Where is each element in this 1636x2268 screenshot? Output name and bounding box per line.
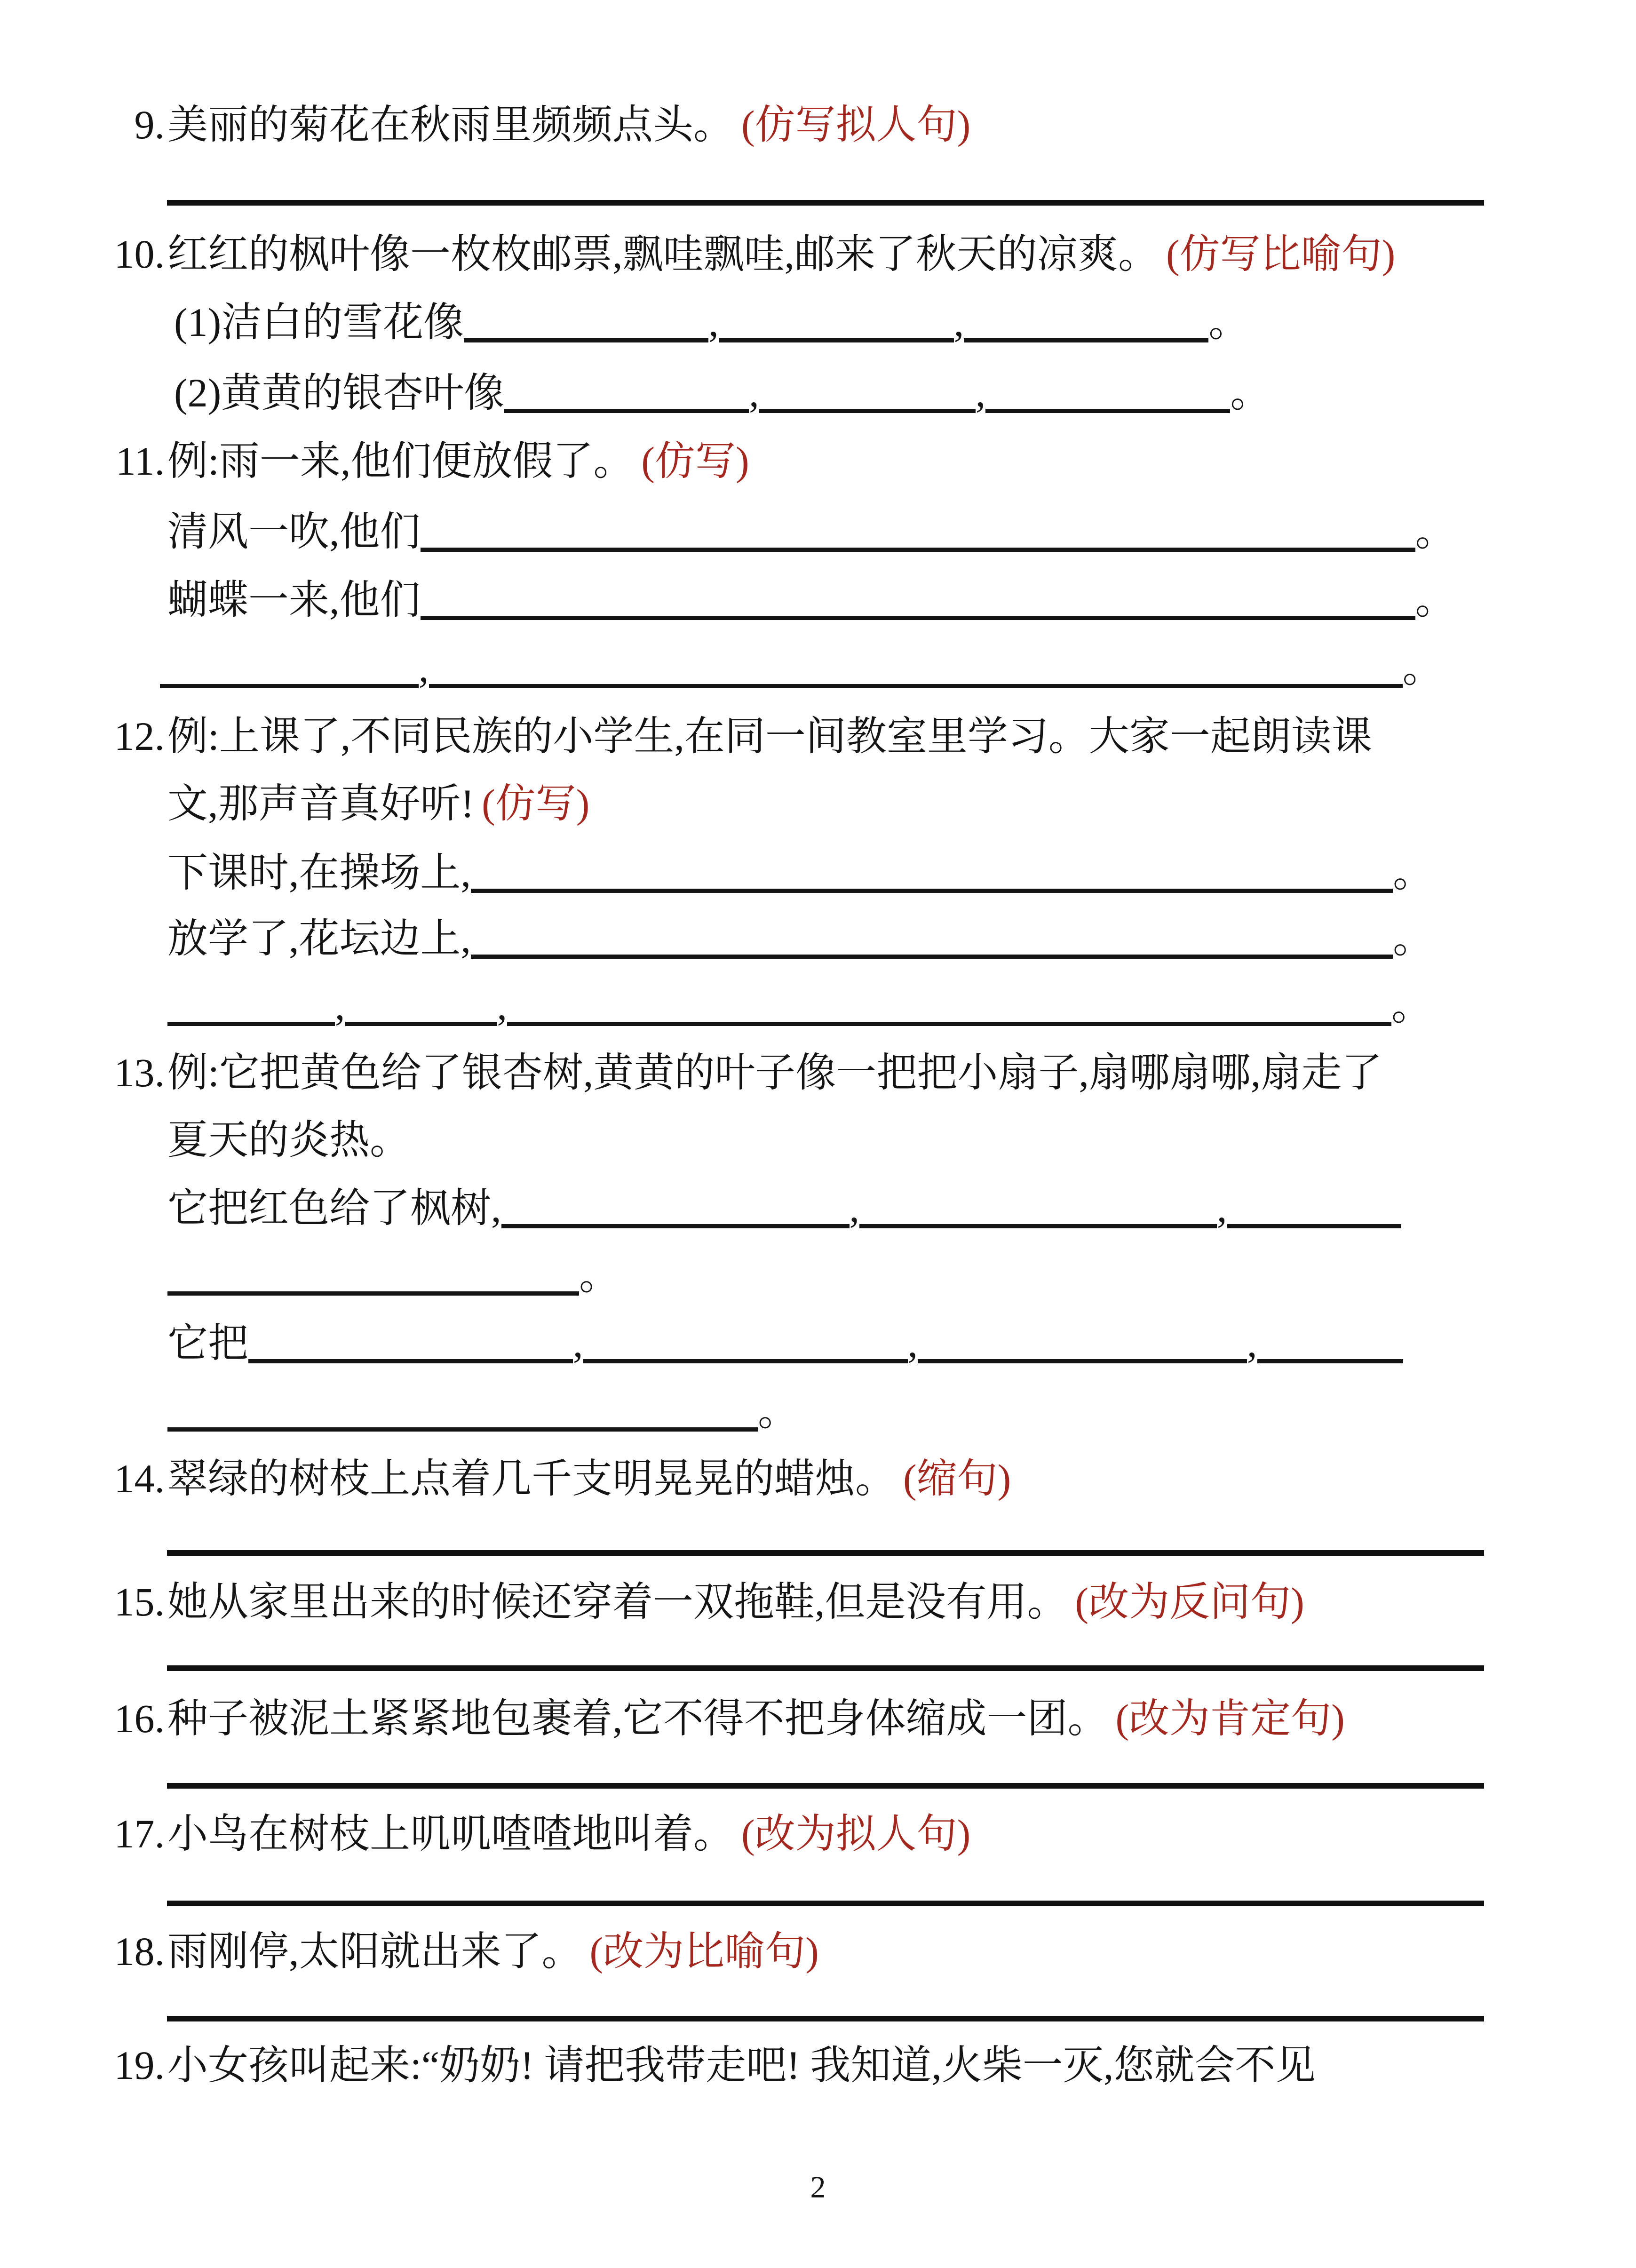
- fill-blank[interactable]: [429, 673, 1403, 688]
- fill-blank[interactable]: [985, 398, 1230, 413]
- question-10-sub1: [174, 287, 1249, 358]
- fill-blank[interactable]: [501, 1213, 850, 1228]
- fill-blank[interactable]: [167, 1011, 335, 1026]
- comma-separator: ,: [749, 370, 759, 415]
- fill-blank[interactable]: [583, 1348, 908, 1363]
- question-19-text: 小女孩叫起来:“奶奶! 请把我带走吧! 我知道,火柴一灭,您就会不见: [167, 2043, 1316, 2088]
- period-mark: 。: [1393, 916, 1433, 961]
- question-14-number: 14.: [114, 1456, 165, 1501]
- q11-line2-prefix: 蝴蝶一来,他们: [167, 577, 421, 622]
- question-15-text: 她从家里出来的时候还穿着一双拖鞋,但是没有用。: [167, 1579, 1068, 1624]
- question-11-number: 11.: [115, 438, 165, 484]
- page-number: 2: [810, 2170, 826, 2204]
- comma-separator: ,: [419, 645, 429, 691]
- question-12-line5: [167, 971, 1432, 1041]
- question-13-line4: [167, 1240, 619, 1311]
- q10-sub1-prefix: (1)洁白的雪花像: [174, 300, 464, 345]
- question-15-number: 15.: [114, 1579, 165, 1624]
- fill-blank[interactable]: [1257, 1348, 1403, 1363]
- question-13-line6: [167, 1376, 798, 1447]
- period-mark: 。: [1415, 509, 1456, 554]
- answer-line-q17[interactable]: [167, 1901, 1484, 1906]
- question-12-line1: [94, 701, 1372, 772]
- question-10: [94, 219, 1395, 289]
- question-13-text-line1: 例:它把黄色给了银杏树,黄黄的叶子像一把把小扇子,扇哪扇哪,扇走了: [167, 1050, 1382, 1095]
- question-15-type-tag: (改为反问句): [1075, 1579, 1304, 1624]
- fill-blank[interactable]: [167, 1280, 579, 1296]
- question-16-number: 16.: [114, 1696, 165, 1741]
- question-11-line3: [160, 633, 1443, 703]
- question-12-type-tag: (仿写): [482, 781, 590, 826]
- question-11-text: 例:雨一来,他们便放假了。: [167, 438, 634, 484]
- question-12-line3: [167, 837, 1433, 908]
- comma-separator: ,: [573, 1321, 583, 1366]
- fill-blank[interactable]: [1227, 1213, 1401, 1228]
- fill-blank[interactable]: [719, 327, 954, 342]
- period-mark: 。: [1391, 983, 1432, 1028]
- question-11-type-tag: (仿写): [641, 438, 749, 484]
- q13-line3-prefix: 它把红色给了枫树,: [167, 1186, 501, 1231]
- question-17: [94, 1798, 970, 1869]
- question-13-text-line2: 夏天的炎热。: [167, 1117, 410, 1162]
- fill-blank[interactable]: [471, 877, 1393, 893]
- question-17-text: 小鸟在树枝上叽叽喳喳地叫着。: [167, 1811, 734, 1856]
- question-12-text-line2: 文,那声音真好听!: [167, 781, 475, 826]
- period-mark: 。: [1415, 577, 1456, 622]
- question-11: [94, 426, 749, 496]
- question-17-number: 17.: [114, 1811, 165, 1856]
- fill-blank[interactable]: [918, 1348, 1247, 1363]
- q10-sub2-prefix: (2)黄黄的银杏叶像: [174, 370, 505, 415]
- fill-blank[interactable]: [345, 1011, 497, 1026]
- q11-line1-prefix: 清风一吹,他们: [167, 509, 421, 554]
- question-10-number: 10.: [114, 231, 165, 277]
- question-12-number: 12.: [114, 714, 165, 759]
- question-18: [94, 1916, 819, 1987]
- q13-line5-prefix: 它把: [167, 1321, 248, 1366]
- comma-separator: ,: [497, 983, 507, 1028]
- period-mark: 。: [1230, 370, 1271, 415]
- fill-blank[interactable]: [167, 1416, 758, 1432]
- answer-line-q18[interactable]: [167, 2016, 1484, 2021]
- question-19-number: 19.: [114, 2043, 165, 2088]
- fill-blank[interactable]: [421, 536, 1415, 552]
- comma-separator: ,: [953, 300, 964, 345]
- question-18-text: 雨刚停,太阳就出来了。: [167, 1929, 582, 1974]
- comma-separator: ,: [907, 1321, 918, 1366]
- q12-line3-prefix: 下课时,在操场上,: [167, 850, 471, 895]
- question-14-type-tag: (缩句): [903, 1456, 1011, 1501]
- comma-separator: ,: [335, 983, 345, 1028]
- question-13-number: 13.: [114, 1050, 165, 1095]
- question-14-text: 翠绿的树枝上点着几千支明晃晃的蜡烛。: [167, 1456, 896, 1501]
- q12-line4-prefix: 放学了,花坛边上,: [167, 916, 471, 961]
- period-mark: 。: [1208, 300, 1249, 345]
- question-10-type-tag: (仿写比喻句): [1166, 231, 1396, 277]
- fill-blank[interactable]: [759, 398, 976, 413]
- question-13-line2: [167, 1105, 410, 1175]
- fill-blank[interactable]: [507, 1011, 1391, 1026]
- answer-line-q9[interactable]: [167, 200, 1484, 206]
- question-12-line2: [167, 768, 589, 839]
- comma-separator: ,: [849, 1186, 859, 1231]
- question-12-line4: [167, 903, 1433, 974]
- answer-line-q16[interactable]: [167, 1783, 1484, 1789]
- answer-line-q14[interactable]: [167, 1550, 1484, 1556]
- period-mark: 。: [758, 1389, 798, 1434]
- question-10-text: 红红的枫叶像一枚枚邮票,飘哇飘哇,邮来了秋天的凉爽。: [167, 231, 1159, 277]
- question-9-type-tag: (仿写拟人句): [741, 102, 971, 147]
- fill-blank[interactable]: [160, 673, 419, 688]
- fill-blank[interactable]: [504, 398, 749, 413]
- question-10-sub2: [174, 358, 1271, 428]
- question-9: [94, 89, 970, 160]
- fill-blank[interactable]: [964, 327, 1208, 342]
- fill-blank[interactable]: [471, 943, 1393, 959]
- answer-line-q15[interactable]: [167, 1665, 1484, 1671]
- fill-blank[interactable]: [464, 327, 708, 342]
- period-mark: 。: [1393, 850, 1433, 895]
- question-11-line1: [167, 496, 1456, 567]
- comma-separator: ,: [1217, 1186, 1227, 1231]
- question-19: [94, 2030, 1316, 2101]
- question-9-number: 9.: [134, 102, 165, 147]
- fill-blank[interactable]: [421, 605, 1415, 620]
- comma-separator: ,: [708, 300, 719, 345]
- fill-blank[interactable]: [248, 1348, 573, 1363]
- question-16-type-tag: (改为肯定句): [1115, 1696, 1345, 1741]
- question-11-line2: [167, 565, 1456, 635]
- period-mark: 。: [579, 1253, 619, 1298]
- comma-separator: ,: [1247, 1321, 1257, 1366]
- question-13-line1: [94, 1037, 1382, 1108]
- comma-separator: ,: [975, 370, 986, 415]
- fill-blank[interactable]: [859, 1213, 1217, 1228]
- question-16-text: 种子被泥土紧紧地包裹着,它不得不把身体缩成一团。: [167, 1696, 1108, 1741]
- question-18-number: 18.: [114, 1929, 165, 1974]
- question-12-text-line1: 例:上课了,不同民族的小学生,在同一间教室里学习。大家一起朗读课: [167, 714, 1372, 759]
- period-mark: 。: [1402, 645, 1443, 691]
- question-9-text: 美丽的菊花在秋雨里频频点头。: [167, 102, 734, 147]
- question-15: [94, 1567, 1304, 1637]
- question-13-line5: [167, 1308, 1403, 1378]
- question-17-type-tag: (改为拟人句): [741, 1811, 971, 1856]
- question-16: [94, 1683, 1345, 1754]
- question-13-line3: [167, 1173, 1401, 1243]
- question-14: [94, 1443, 1011, 1514]
- question-18-type-tag: (改为比喻句): [589, 1929, 819, 1974]
